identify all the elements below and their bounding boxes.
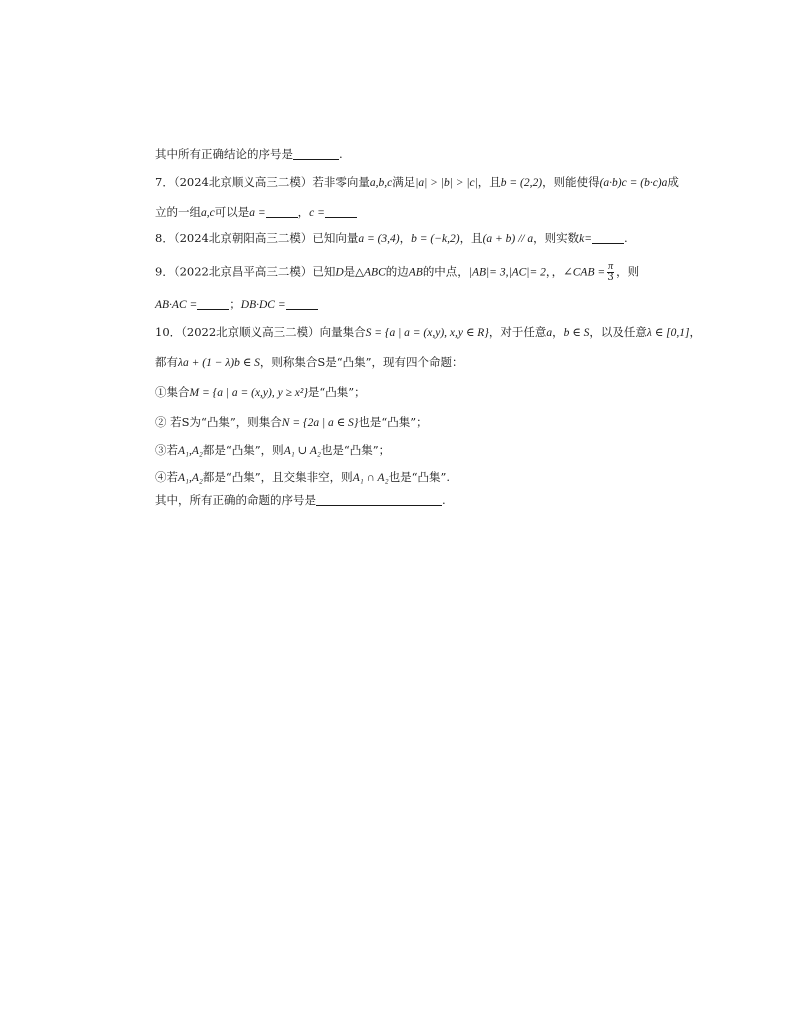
q7-sep: ，: [297, 205, 310, 219]
q10-final-line: [155, 492, 446, 508]
q10-item2-b: 也是“凸集”；: [358, 415, 428, 429]
q10-item4-intersection: A₁ ∩ A₂: [352, 472, 389, 484]
q7-c-blank[interactable]: [325, 205, 357, 218]
q7-and: ，且: [477, 175, 501, 189]
q9-text-e: ，，: [545, 264, 564, 279]
q10-a: a: [546, 327, 553, 339]
q9-text-d: 的中点，: [422, 264, 469, 279]
q10-item2-a: ② 若S为“凸集”，则集合: [155, 415, 282, 429]
q8-sep2: ，且: [459, 231, 483, 245]
q10-item3-b: 都是“凸集”，则: [202, 443, 284, 457]
q7-line2-b: 可以是: [214, 205, 250, 219]
q10-line1-b: ，对于任意: [488, 325, 547, 339]
q7-vectors: a,b,c: [369, 177, 393, 189]
q8-parallel: (a + b) // a: [482, 233, 534, 245]
q7-c-eq: c =: [309, 207, 325, 219]
q7-satisfy: 满足: [392, 175, 416, 189]
q7-line-2: [155, 204, 357, 221]
q8-k: k=: [579, 233, 592, 245]
q10-set-S: S = {a | a = (x,y), x,y ∈ R}: [365, 327, 489, 339]
q10-item-3: [155, 442, 390, 459]
q10-item4-c: 也是“凸集”.: [388, 470, 451, 484]
q8-a-value: a = (3,4): [358, 233, 400, 245]
q10-final-end: .: [442, 493, 446, 507]
q10-line1-end: ，: [689, 325, 701, 339]
q10-item3-c: 也是“凸集”；: [320, 443, 391, 457]
q10-answer-blank[interactable]: [316, 493, 442, 506]
q7-condition: |a| > |b| > |c|: [415, 177, 478, 189]
q10-item-1: [155, 384, 366, 401]
q10-comma: ，: [552, 325, 564, 339]
q10-item3-union: A₁ ∪ A₂: [283, 445, 321, 457]
q10-item4-b: 都是“凸集”，且交集非空，则: [202, 470, 353, 484]
q9-lengths: |AB|= 3,|AC|= 2: [468, 266, 546, 279]
q10-combination: λa + (1 − λ)b ∈ S: [178, 357, 260, 369]
q7-stem: 7．（2024北京顺义高三二模）若非零向量: [155, 175, 370, 189]
q9-pi-over-3: [607, 262, 614, 283]
q9-frac-den: 3: [607, 272, 614, 283]
q10-item3-sets: A₁,A₂: [178, 445, 203, 457]
q9-angle: ∠CAB =: [563, 266, 606, 279]
q9-dot1: AB·AC =: [155, 299, 198, 311]
q10-item1-b: 是“凸集”；: [307, 385, 366, 399]
q8-end: .: [624, 231, 628, 245]
q10-line1-c: ，以及任意: [589, 325, 647, 339]
q7-pair: a,c: [201, 207, 215, 219]
q6-tail-line: [155, 146, 343, 162]
q10-final-text: 其中，所有正确的命题的序号是: [155, 493, 316, 507]
q10-b-in-S: b ∈ S: [563, 327, 590, 339]
q7-line-1: [155, 174, 679, 191]
q6-answer-blank[interactable]: [293, 147, 339, 160]
q10-line-1: [155, 324, 701, 341]
q9-ABC: ABC: [364, 266, 386, 279]
q9-text-f: ，则: [616, 264, 640, 279]
q6-tail-end: .: [339, 147, 343, 161]
q9-text-b: 是△: [343, 264, 365, 279]
q10-line2-b: ，则称集合S是“凸集”，现有四个命题：: [259, 355, 464, 369]
q6-tail-text: 其中所有正确结论的序号是: [155, 147, 293, 161]
q8-answer-blank[interactable]: [592, 231, 624, 244]
q9-AB: AB: [408, 266, 423, 279]
q10-line-2: [155, 354, 464, 371]
q9-frac-num: π: [608, 261, 614, 272]
q7-line2-text: 立的一组: [155, 205, 201, 219]
q7-a-blank[interactable]: [266, 205, 298, 218]
q9-dot1-blank[interactable]: [197, 297, 229, 310]
q10-item1-set: M = {a | a = (x,y), y ≥ x²}: [189, 387, 308, 399]
q7-a-eq: a =: [249, 207, 266, 219]
q7-b-value: b = (2,2): [500, 177, 543, 189]
q8-tail: ，则实数: [533, 231, 580, 245]
q10-item-4: [155, 469, 450, 486]
q7-tail: 成: [667, 175, 679, 189]
q7-mid: ，则能使得: [542, 175, 600, 189]
q9-dot2: DB·DC =: [240, 299, 286, 311]
q9-line-2: [155, 296, 318, 313]
q9-dot2-blank[interactable]: [286, 297, 318, 310]
q10-line2-a: 都有: [155, 355, 178, 369]
q10-item4-sets: A₁,A₂: [178, 472, 203, 484]
q10-item1-a: ①集合: [155, 385, 190, 399]
q8-line: [155, 230, 628, 247]
q10-item3-a: ③若: [155, 443, 178, 457]
q9-line-1: [155, 262, 639, 283]
q10-item-2: [155, 414, 428, 431]
q10-stem: 10．（2022北京顺义高三二模）向量集合: [155, 325, 366, 339]
q10-item4-a: ④若: [155, 470, 178, 484]
q9-D: D: [335, 266, 344, 279]
q8-sep1: ，: [399, 231, 412, 245]
q9-semi: ；: [229, 297, 241, 311]
q10-lambda: λ ∈ [0,1]: [646, 327, 690, 339]
q9-stem: 9．（2022北京昌平高三二模）已知: [155, 264, 336, 279]
q8-stem: 8．（2024北京朝阳高三二模）已知向量: [155, 231, 359, 245]
q9-text-c: 的边: [385, 264, 409, 279]
q10-item2-set: N = {2a | a ∈ S}: [281, 417, 359, 429]
q7-equation: (a·b)c = (b·c)a: [599, 177, 668, 189]
q8-b-value: b = (−k,2): [411, 233, 460, 245]
